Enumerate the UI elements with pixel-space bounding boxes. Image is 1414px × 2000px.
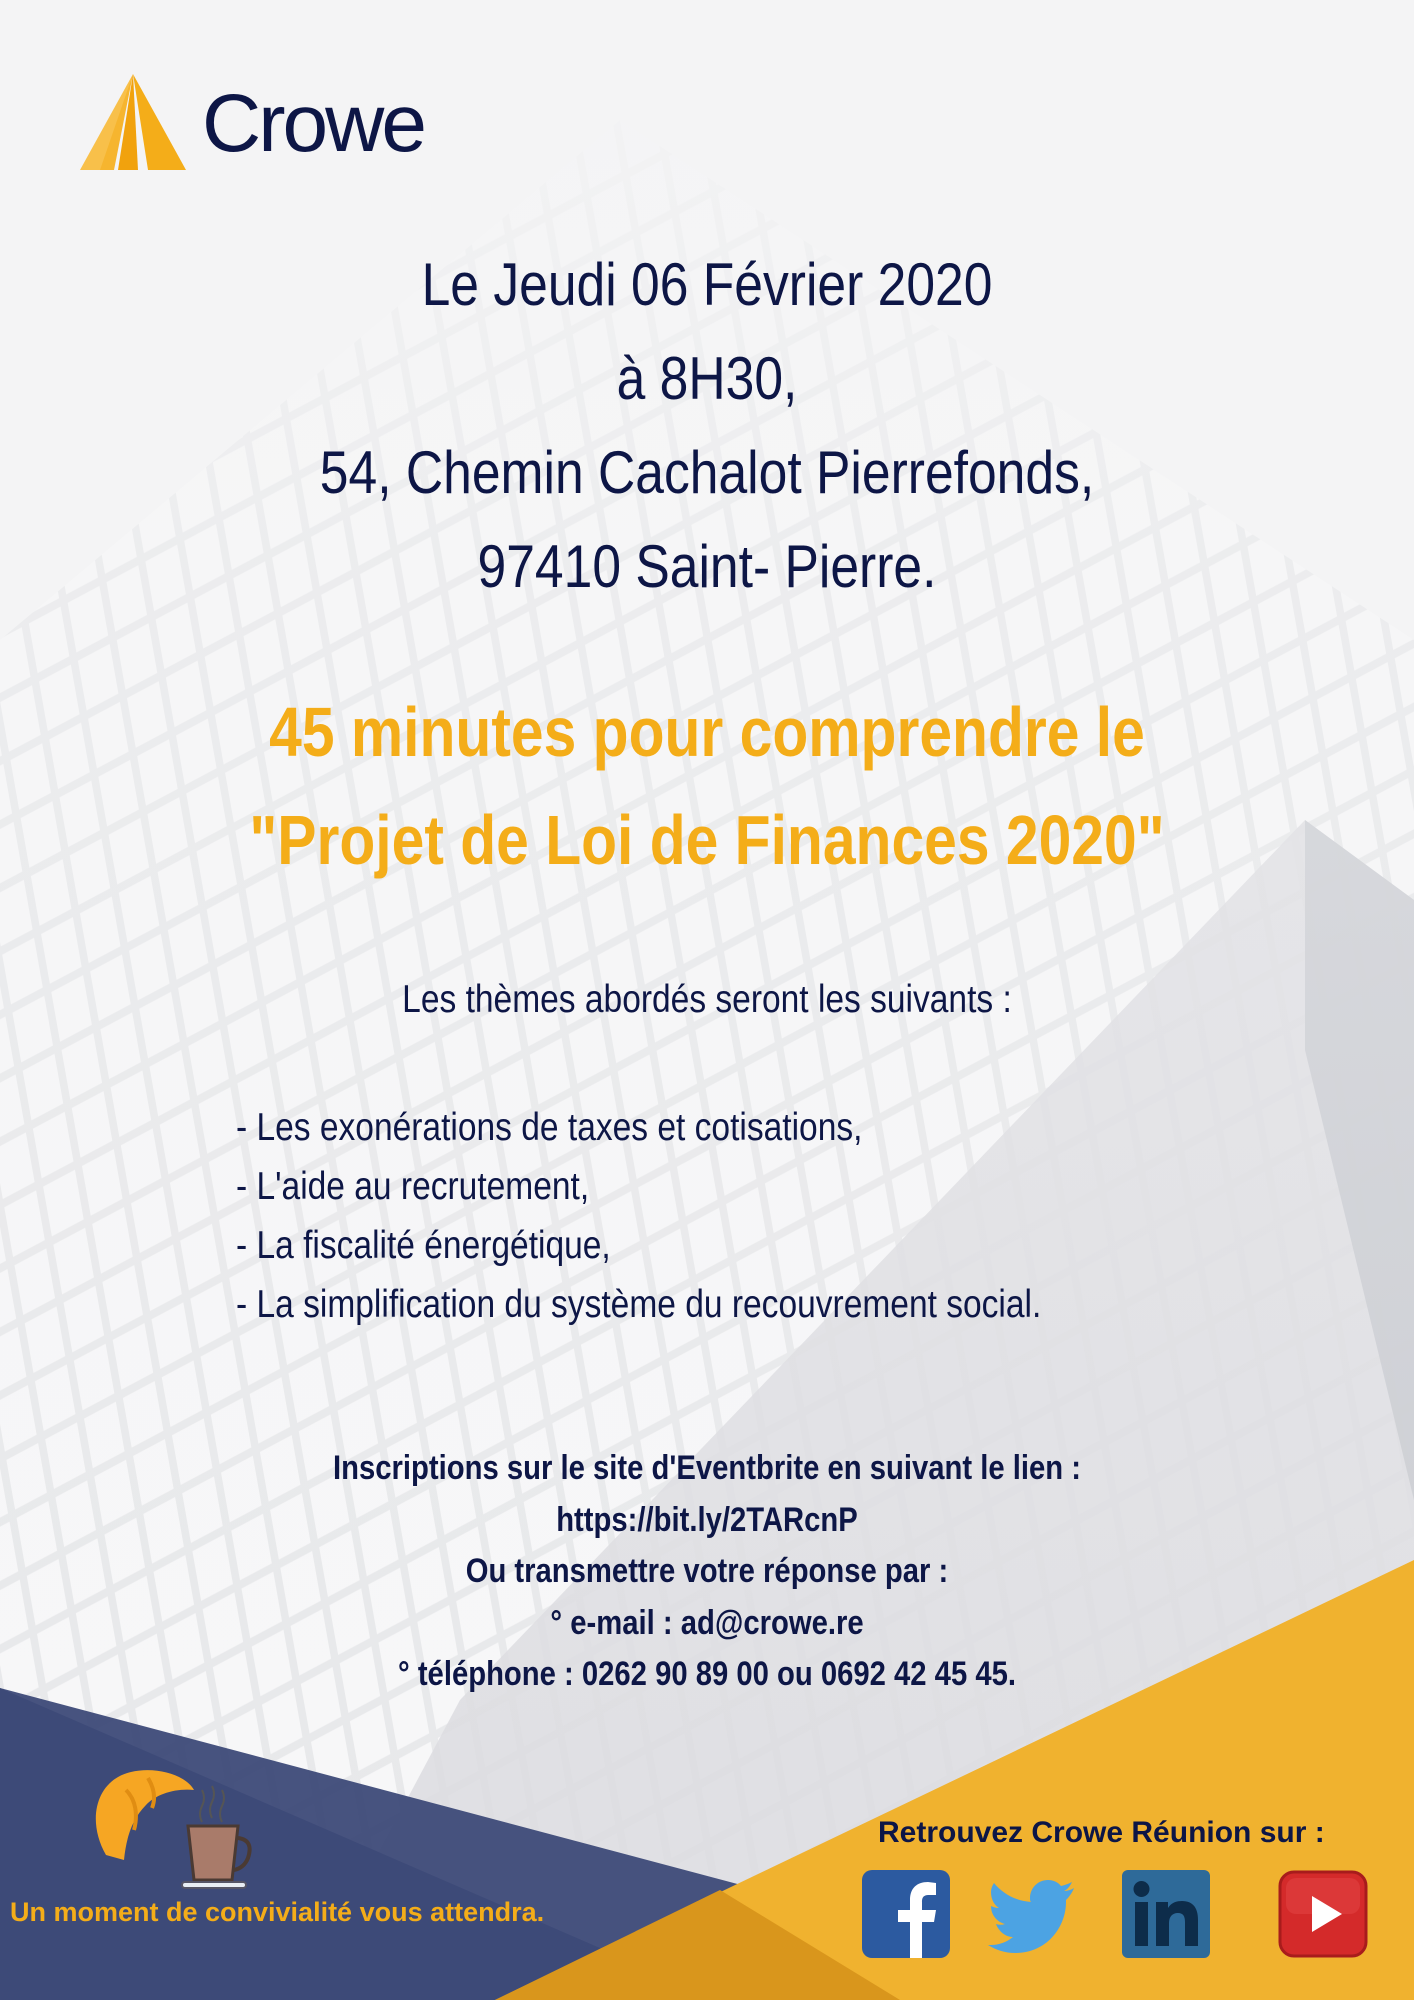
registration-email[interactable]: ° e-mail : ad@crowe.re [550,1603,864,1642]
event-address-line2: 97410 Saint- Pierre. [477,533,937,600]
crowe-wordmark: Crowe [202,78,424,169]
conviviality-text: Un moment de convivialité vous attendra. [10,1897,545,1927]
registration-link[interactable]: https://bit.ly/2TARcnP [556,1500,858,1539]
list-item: - L'aide au recrutement, [236,1165,590,1208]
youtube-icon[interactable] [1278,1870,1368,1958]
crowe-logo [78,72,428,172]
headline-line2: "Projet de Loi de Finances 2020" [249,801,1165,879]
themes-list [236,1098,1041,1334]
twitter-icon[interactable] [988,1870,1078,1958]
registration-phone: ° téléphone : 0262 90 89 00 ou 0692 42 45 45. [398,1655,1016,1693]
headline-line1: 45 minutes pour comprendre le [269,693,1145,771]
linkedin-icon[interactable] [1122,1870,1212,1958]
list-item: - La simplification du système du recouvrement social. [236,1283,1042,1326]
crowe-logo-mark-icon [78,72,188,172]
event-date: Le Jeudi 06 Février 2020 [421,251,993,318]
event-address-line1: 54, Chemin Cachalot Pierrefonds, [319,439,1095,506]
facebook-icon[interactable] [862,1870,952,1958]
coffee-cup-icon [180,1780,260,1890]
headline [107,678,1307,894]
follow-text: Retrouvez Crowe Réunion sur : [878,1816,1325,1849]
event-details [157,238,1257,614]
registration-intro: Inscriptions sur le site d'Eventbrite en suivant le lien : [333,1449,1081,1487]
registration-alt: Ou transmettre votre réponse par : [465,1552,949,1590]
event-time: à 8H30, [616,345,798,412]
list-item: - Les exonérations de taxes et cotisations, [236,1106,863,1149]
list-item: - La fiscalité énergétique, [236,1224,611,1267]
themes-intro: Les thèmes abordés seront les suivants : [402,978,1012,1021]
